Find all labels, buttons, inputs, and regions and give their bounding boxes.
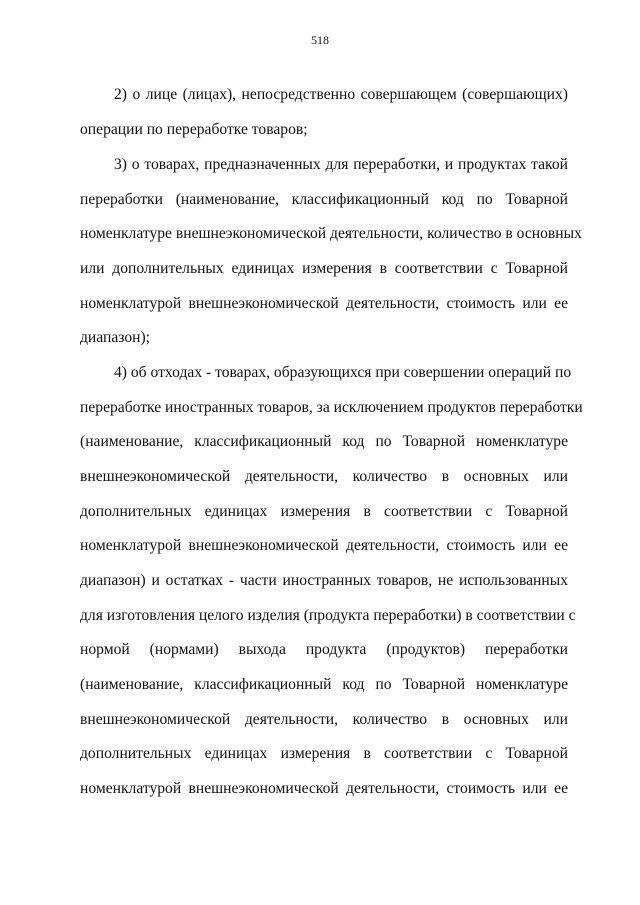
text-line: диапазон) и остатках - части иностранных товаров, не использованных: [80, 572, 568, 589]
text-line: внешнеэкономической деятельности, количество в основных или: [80, 711, 568, 728]
text-line: дополнительных единицах измерения в соответствии с Товарной: [80, 745, 568, 762]
text-line: номенклатурой внешнеэкономической деятельности, стоимость или ее: [80, 295, 568, 312]
text-line: операции по переработке товаров;: [80, 121, 308, 138]
text-line: (наименование, классификационный код по Товарной номенклатуре: [80, 433, 568, 450]
text-line: внешнеэкономической деятельности, количество в основных или: [80, 468, 568, 485]
text-line: переработке иностранных товаров, за исключением продуктов переработки: [80, 399, 583, 416]
text-line: или дополнительных единицах измерения в соответствии с Товарной: [80, 260, 568, 277]
text-line: 3) о товарах, предназначенных для переработки, и продуктах такой: [114, 156, 568, 173]
text-line: номенклатуре внешнеэкономической деятельности, количество в основных: [80, 225, 582, 242]
text-line: (наименование, классификационный код по Товарной номенклатуре: [80, 676, 568, 693]
text-line: номенклатурой внешнеэкономической деятельности, стоимость или ее: [80, 537, 568, 554]
text-line: номенклатурой внешнеэкономической деятельности, стоимость или ее: [80, 780, 568, 797]
page-number: 518: [311, 33, 329, 47]
text-line: для изготовления целого изделия (продукта переработки) в соответствии с: [80, 607, 576, 624]
text-line: переработки (наименование, классификационный код по Товарной: [80, 191, 568, 208]
text-line: 2) о лице (лицах), непосредственно совершающем (совершающих): [114, 86, 568, 103]
text-line: дополнительных единицах измерения в соответствии с Товарной: [80, 503, 568, 520]
text-line: диапазон);: [80, 329, 150, 346]
text-line: 4) об отходах - товарах, образующихся при совершении операций по: [114, 364, 572, 381]
text-line: нормой (нормами) выхода продукта (продуктов) переработки: [80, 641, 568, 658]
